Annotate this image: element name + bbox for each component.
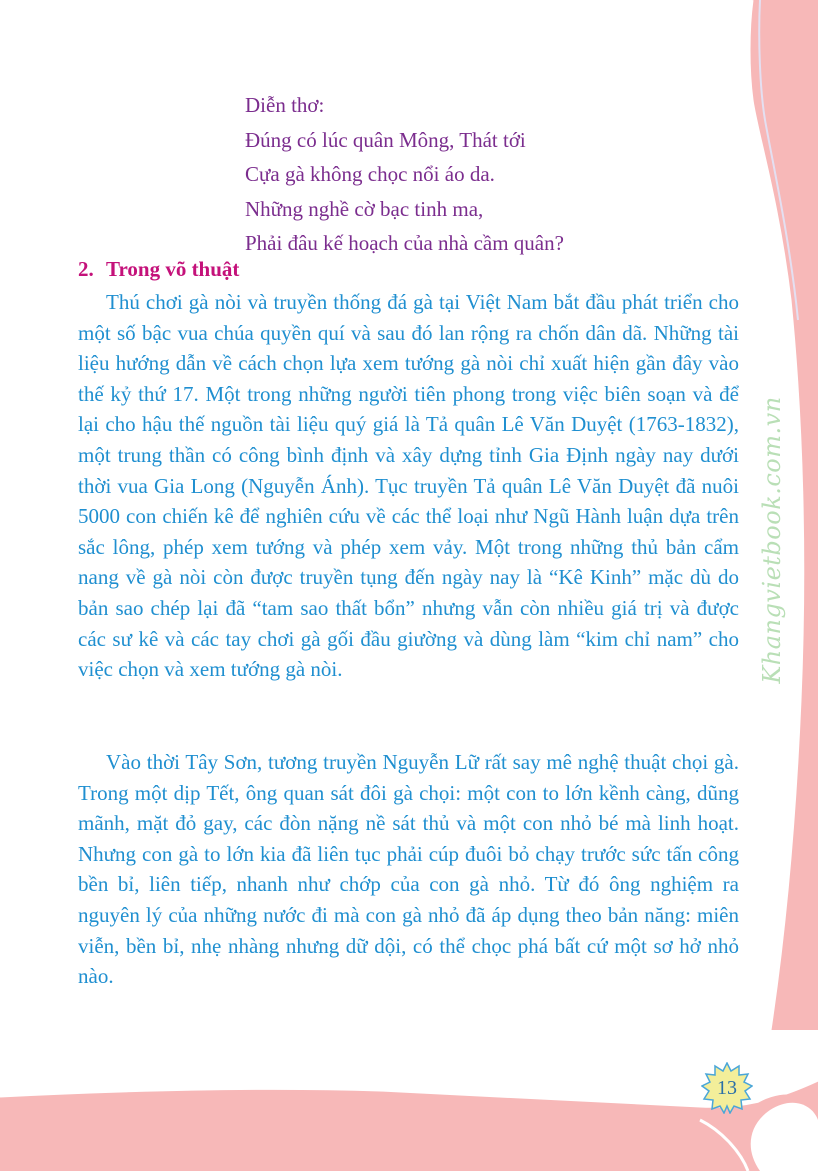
poem-line: Cựa gà không chọc nổi áo da. xyxy=(245,162,495,186)
page-number-badge xyxy=(701,1062,753,1114)
poem-line: Phải đâu kế hoạch của nhà cầm quân? xyxy=(245,231,564,255)
poem-block xyxy=(245,88,564,261)
page-number: 13 xyxy=(717,1077,737,1099)
section-number: 2. xyxy=(78,257,94,281)
body-paragraph: Thú chơi gà nòi và truyền thống đá gà tại Việt Nam bắt đầu phát triển cho một số bậc vua chúa quyền quí và sau đó lan rộng ra chốn dân dã. Những tài liệu hướng dẫn về cách chọn lựa xem tướng gà nòi chỉ xuất hiện gần đây vào thế kỷ thứ 17. Một trong những người tiên phong trong việc biên soạn và để lại cho hậu thế nguồn tài liệu quý giá là Tả quân Lê Văn Duyệt (1763-1832), một trung thần có công bình định và xây dựng tỉnh Gia Định ngày nay dưới thời vua Gia Long (Nguyễn Ánh). Tục truyền Tả quân Lê Văn Duyệt đã nuôi 5000 con chiến kê để nghiên cứu về các thể loại như Ngũ Hành luận dựa trên sắc lông, phép xem tướng và phép xem vảy. Một trong những thủ bản cẩm nang về gà nòi còn được truyền tụng đến ngày nay là “Kê Kinh” mặc dù do bản sao chép lại đã “tam sao thất bổn” nhưng vẫn còn nhiều giá trị và được các sư kê và các tay chơi gà gối đầu giường và dùng làm “kim chỉ nam” cho việc chọn và xem tướng gà nòi. xyxy=(78,290,739,682)
watermark-text: Khangvietbook.com.vn xyxy=(758,396,786,684)
watermark-vertical xyxy=(752,390,792,690)
section-title: Trong võ thuật xyxy=(106,257,240,281)
poem-line: Những nghề cờ bạc tinh ma, xyxy=(245,196,484,221)
poem-line: Diễn thơ: xyxy=(245,93,325,117)
section-heading xyxy=(78,254,239,284)
poem-line: Đúng có lúc quân Mông, Thát tới xyxy=(245,127,526,152)
body-paragraph: Vào thời Tây Sơn, tương truyền Nguyễn Lữ rất say mê nghệ thuật chọi gà. Trong một dịp Tết, ông quan sát đôi gà chọi: một con to lớn kềnh càng, dũng mãnh, mặt đỏ gay, các đòn nặng nề sát thủ và một con nhỏ bé mà linh hoạt. Nhưng con gà to lớn kia đã liên tục phải cúp đuôi bỏ chạy trước sức tấn công bền bỉ, liên tiếp, nhanh như chớp của con gà nhỏ. Từ đó ông nghiệm ra nguyên lý của những nước đi mà con gà nhỏ đã áp dụng theo bản năng: miên viễn, bền bỉ, nhẹ nhàng nhưng dữ dội, có thể chọc phá bất cứ một sơ hở nhỏ nào. xyxy=(78,750,739,989)
